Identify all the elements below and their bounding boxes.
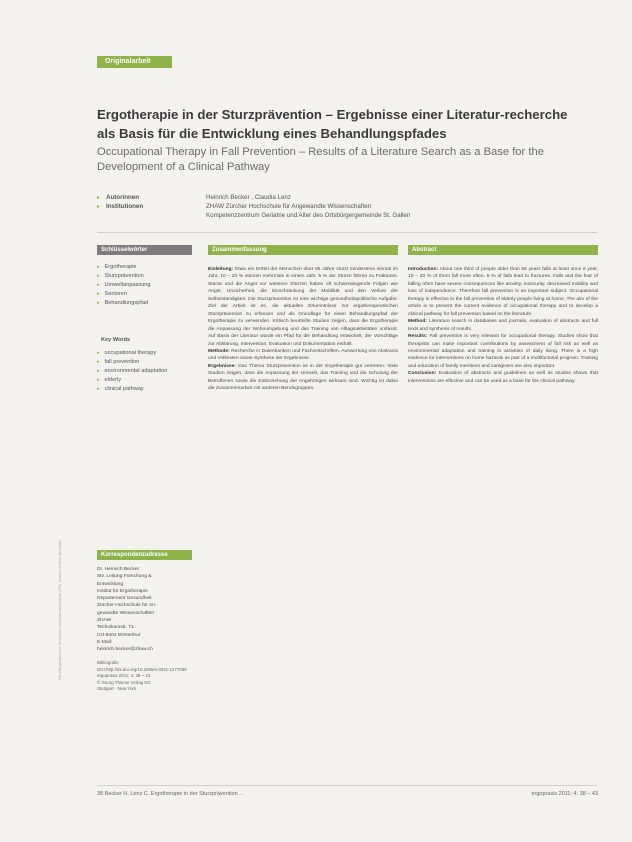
contact-line: Dr. Heinrich Becker <box>97 567 140 572</box>
keywords-en-list <box>97 349 192 394</box>
authors-label: Autorinnen <box>106 194 139 201</box>
contact-line: Departement Gesundheit <box>97 596 152 602</box>
bibliography-line: DOI http://dx.doi.org/10.1055/s-0031-1277089 <box>97 666 187 672</box>
ab-label-2: Method: <box>408 319 428 325</box>
contact-heading: Korrespondenzadresse <box>97 550 192 560</box>
ab-label-4: Conclusion: <box>408 371 437 377</box>
contact-line: heinrich.becker@zhaw.ch <box>97 647 153 653</box>
footer-divider <box>97 785 597 786</box>
keyword-en-item: ▸ environmental adaptation <box>97 367 192 376</box>
contact-address <box>97 566 192 654</box>
bibliography <box>97 660 192 693</box>
ab-text-4: Evaluation of abstracts and guidelines as well as studies shows that interventions are effective and can be used as a base for the clinical pathway. <box>408 371 598 384</box>
contact-line: Zürcher Hochschule für An- <box>97 603 157 609</box>
bibliography-line: Stuttgart · New York <box>97 686 137 692</box>
keyword-de-item: ▸ Behandlungspfad <box>97 299 192 308</box>
abstract-heading: Abstract <box>408 245 598 255</box>
keywords-de-heading: Schlüsselwörter <box>97 245 192 255</box>
zf-label-1: Einleitung: <box>208 267 234 272</box>
bullet-icon: ▸ <box>97 194 101 201</box>
contact-line: Entwicklung <box>97 581 124 587</box>
side-margin-text: Heruntergeladen von: Technische Informationsbibliothek (TIB). Urheberrechtlich geschützt. <box>58 539 62 680</box>
zf-text-2: Recherche in Datenbanken und Fachzeitschriften, Auswertung von Abstracts und Volltexten sowie Synthese der Ergebnisse. <box>208 348 398 362</box>
footer-left: 38 Becker H, Lenz C. Ergotherapie in der Sturzprävention ... <box>97 791 244 797</box>
zf-label-2: Methode: <box>208 348 230 354</box>
institution-1: ZHAW Zürcher Hochschule für Angewandte Wissenschaften <box>206 203 372 210</box>
contact-line: CH-8401 Winterthur <box>97 632 141 638</box>
abstract-text <box>408 266 598 782</box>
contact-line: Technikumstr. 71 <box>97 625 134 631</box>
divider <box>97 232 597 233</box>
title-german: Ergotherapie in der Sturzprävention – Ergebnisse einer Literatur-recherche als Basis für die Entwicklung eines Behandlungspfades <box>97 107 568 141</box>
contact-line: gewandte Wissenschaften <box>97 610 155 616</box>
keywords-de-list <box>97 263 192 308</box>
bibliography-line: © Georg Thieme Verlag KG <box>97 679 151 685</box>
contact-line: Institut für Ergotherapie <box>97 588 148 594</box>
section-label: Originalarbeit <box>97 56 172 68</box>
bullet-icon: ▸ <box>97 203 101 210</box>
ab-label-3: Results: <box>408 334 428 340</box>
contact-line: Stv. Leitung Forschung & <box>97 574 152 580</box>
institutions-label: Institutionen <box>106 203 144 210</box>
authors: Heinrich Becker , Claudia Lenz <box>206 194 291 201</box>
ab-text-3: Fall prevention is very relevant for occupational therapy. Studies show that therapists can make important contributions by assessment of fall risk as well as environmental adaptation and training in activities of daily living. There is a high evidence for interventions on home hazards as part of a multifactorial program. Training and education of family members and caregivers are also important. <box>408 334 598 369</box>
keyword-en-item: ▸ elderly <box>97 376 192 385</box>
bibliography-line: ergopraxis 2011; 4: 38 – 43 <box>97 673 151 679</box>
zusammenfassung-text <box>208 266 398 782</box>
keywords-en-heading: Key Words <box>101 337 131 343</box>
institution-2: Kompetenzzentrum Geriatrie und Alter des Ortsbürgergemeinde St. Gallen <box>206 212 411 219</box>
ab-text-1: About one third of people older than 65 years falls at least once a year, 10 – 20 % of them fall more often. 5 % of falls lead to fractures. Falls and the fear of falling often have severe consequences like anxiety, insecurity, decreased mobility and loss of independence. Therefore fall prevention is an important subject. Occupational therapy is effective in the fall prevention of elderly people living at home. The aim of the article is to present the current evidence of occupational therapy and to develop a clinical pathway for fall prevention based on the literature. <box>408 267 598 317</box>
ab-label-1: Introduction: <box>408 267 439 272</box>
keyword-de-item: ▸ Senioren <box>97 290 192 299</box>
title-english: Occupational Therapy in Fall Prevention – Results of a Literature Search as a Base for the Development of a Clinical Pathway <box>97 146 544 173</box>
zf-text-3: Das Thema Sturzprävention ist in der Ergotherapie gut vertreten. Viele Studien zeigen, dass die Anpassung der Umwelt, das Training und die Schulung der Betroffenen sowie die Einbeziehung der Angehörigen wirksam sind. Wichtig ist dabei die Zusammenarbeit mit anderen Berufsgruppen. <box>208 363 398 392</box>
bibliography-line: Bibliografie <box>97 660 119 665</box>
footer-right: ergopraxis 2011; 4: 38 – 43 <box>531 791 598 797</box>
keyword-de-item: ▸ Sturzprävention <box>97 272 192 281</box>
keyword-en-item: ▸ fall prevention <box>97 358 192 367</box>
keyword-en-item: ▸ clinical pathway <box>97 385 192 394</box>
ab-text-2: Literature search in databases and journals, evaluation of abstracts and full texts and synthesis of results. <box>408 319 598 332</box>
contact-line: E-Mail: <box>97 639 113 645</box>
contact-line: ZHAW <box>97 618 112 624</box>
zf-text-1: Etwa ein Drittel der Menschen über 65 Jahre stürzt mindestens einmal im Jahr, 10 – 20 % stürzen mehrmals in einem Jahr. 5 % der Stürze führen zu Frakturen. Stürze und die Angst vor weiteren Stürzen haben oft schwerwiegende Folgen wie Angst, Unsicherheit, die Einschränkung der Mobilität und den Verlust der Selbstständigkeit. Die Sturzprävention ist eine wichtige gesundheitspolitische Aufgabe. Ziel der Arbeit ist es, die aktuellen Erkenntnisse zur ergotherapeutischen Sturzprävention zu erfassen und als Grundlage für einen Behandlungspfad der Ergotherapie zu verwenden. Kritisch beurteilte Studien zeigen, dass die Ergotherapie die Anpassung der Wohnumgebung und das Training von Alltagsaktivitäten umfasst. Auf Basis der Literatur wurde ein Pfad für die Behandlung entwickelt, der Vorschläge zur Abklärung, Intervention, Evaluation und Dokumentation enthält. <box>208 267 398 347</box>
zf-label-3: Ergebnisse: <box>208 363 236 369</box>
zusammenfassung-heading: Zusammenfassung <box>208 245 398 255</box>
keyword-de-item: ▸ Umweltanpassung <box>97 281 192 290</box>
keyword-de-item: ▸ Ergotherapie <box>97 263 192 272</box>
keyword-en-item: ▸ occupational therapy <box>97 349 192 358</box>
